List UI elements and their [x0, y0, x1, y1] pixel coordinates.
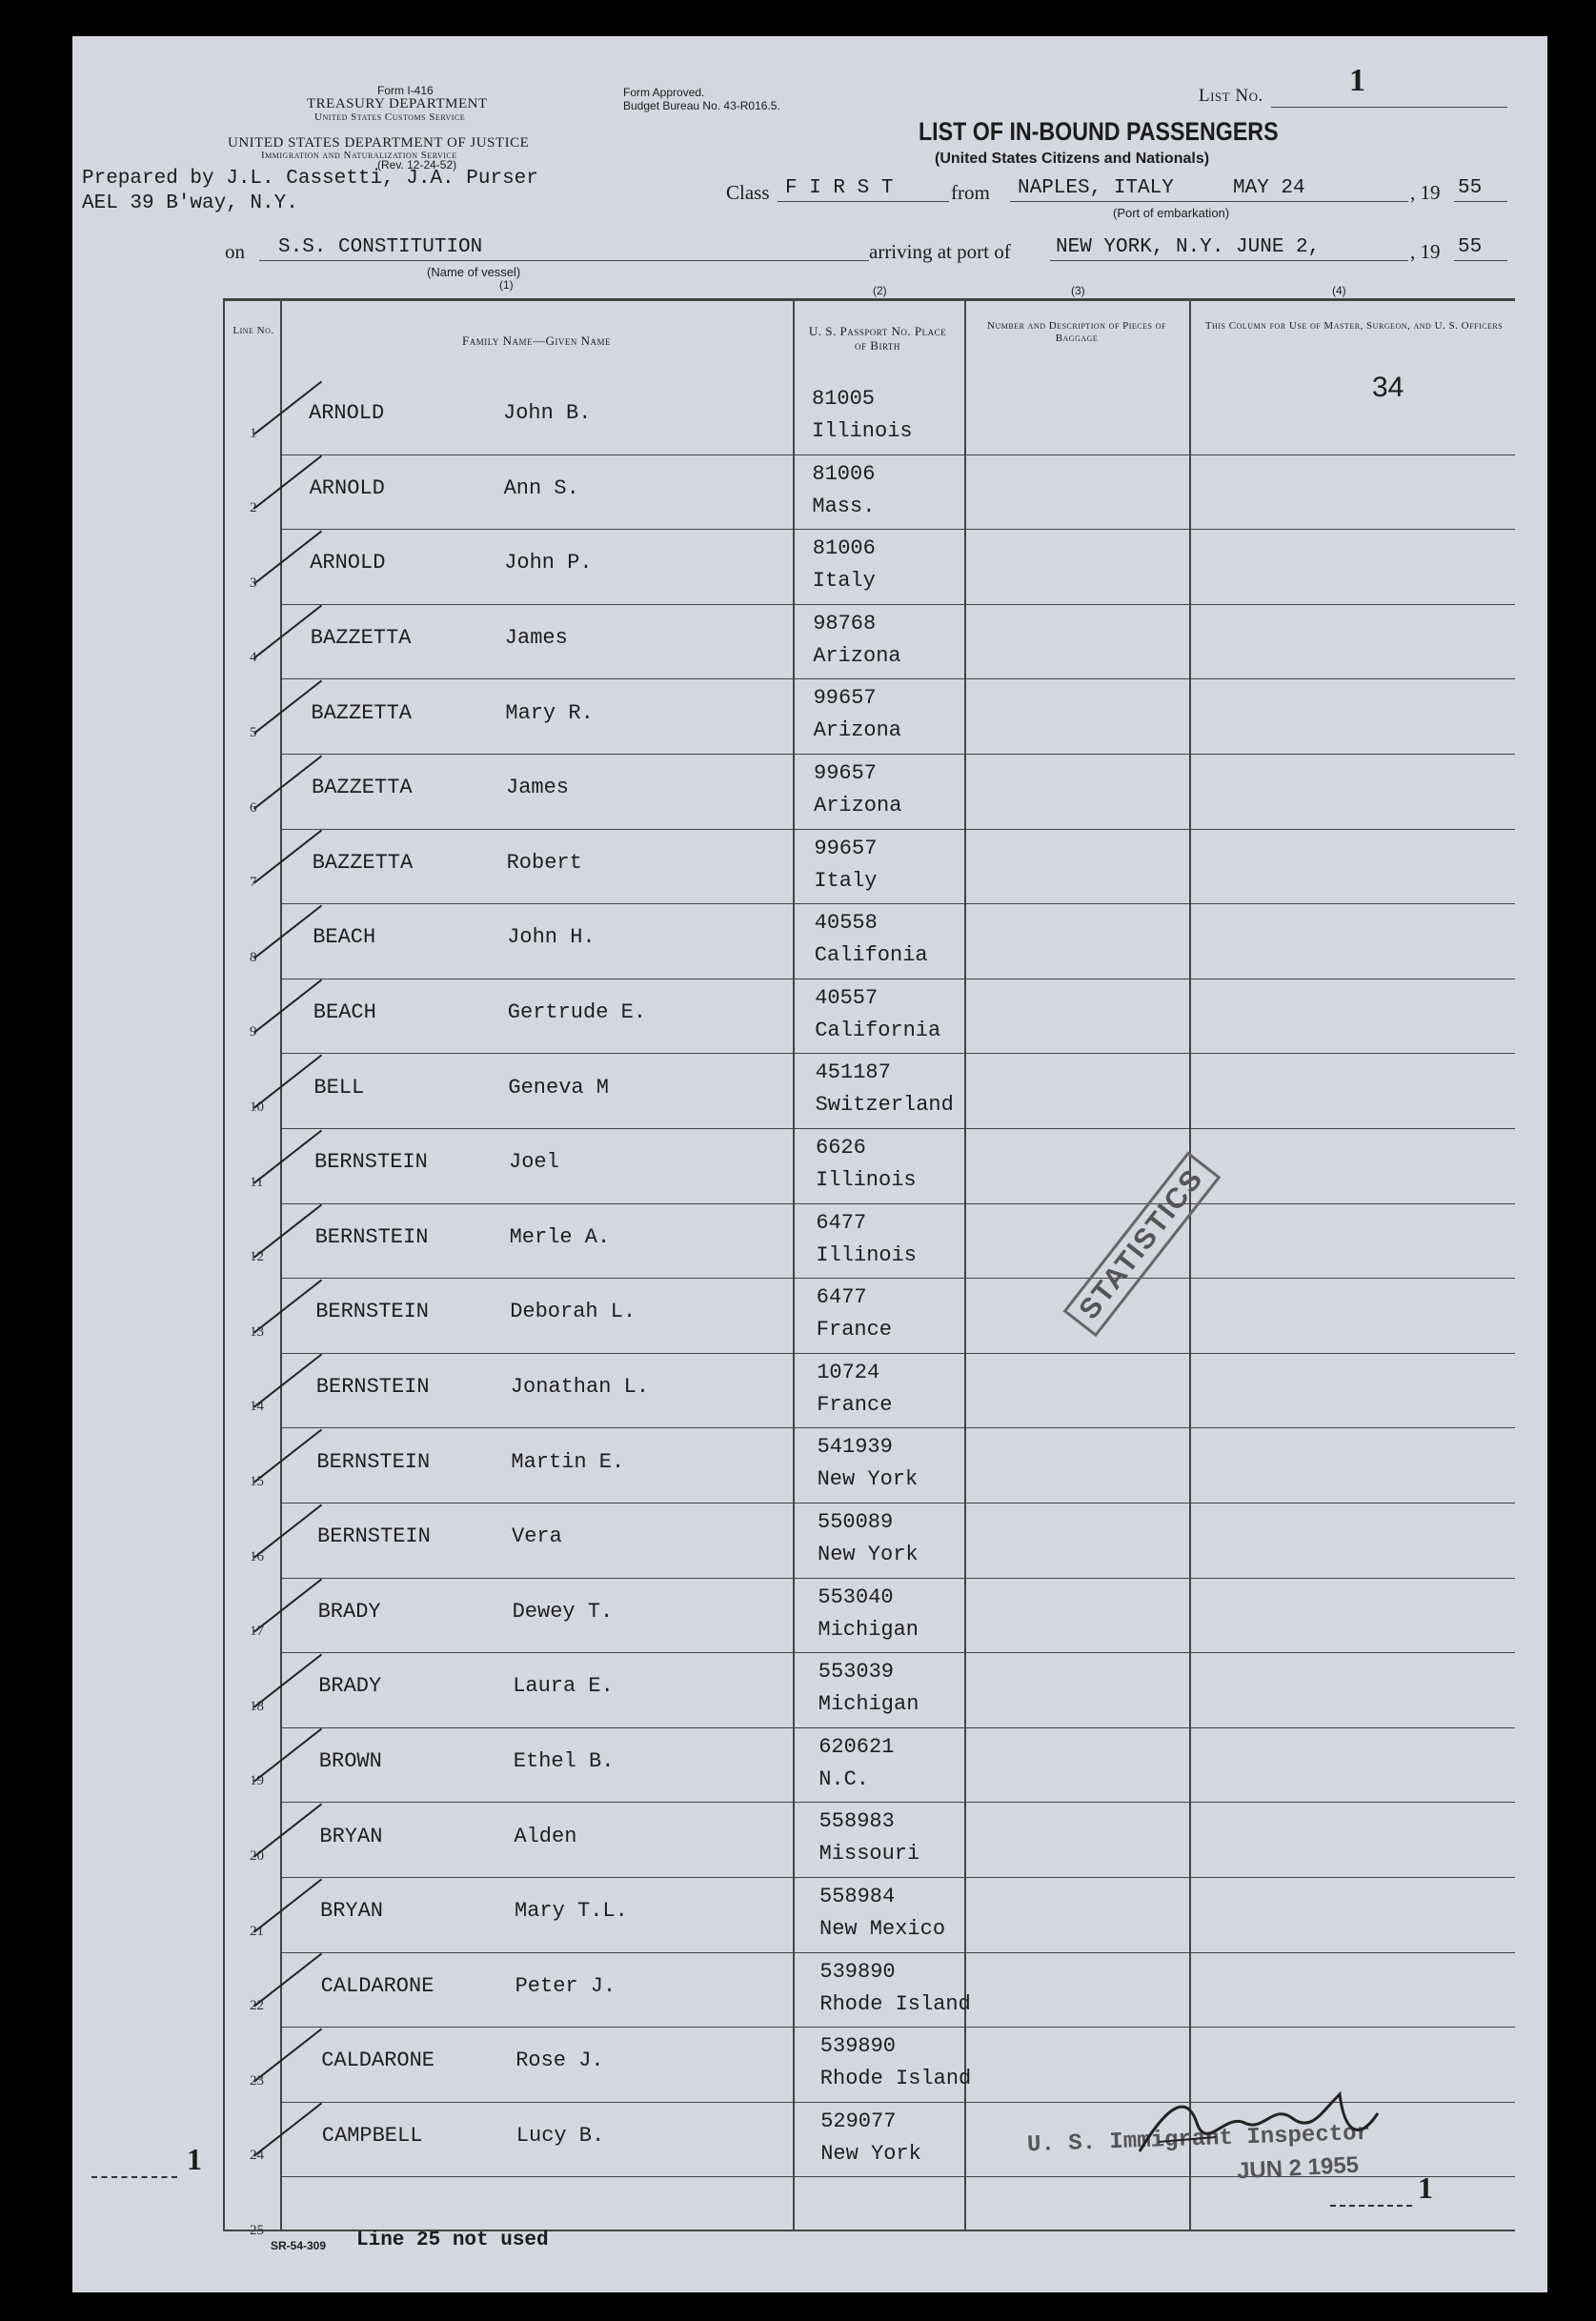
place-of-birth: New Mexico: [819, 1917, 946, 1941]
check-mark: [253, 979, 322, 1034]
class-value: F I R S T: [785, 177, 894, 199]
col-header-baggage: Number and Description of Pieces of Baggage: [987, 320, 1166, 344]
place-of-birth: New York: [820, 2141, 921, 2166]
given-name: Robert: [506, 850, 582, 875]
table-row: [72, 1877, 1547, 1952]
family-name: BRYAN: [320, 1899, 384, 1924]
check-mark: [253, 1728, 322, 1783]
inspector-signature: [1130, 2075, 1416, 2180]
row-line-number: 21: [250, 1923, 264, 1939]
given-name: Martin E.: [511, 1449, 625, 1474]
on-label: on: [225, 240, 245, 263]
place-of-birth: Rhode Island: [819, 1991, 971, 2016]
ins-line: Immigration and Naturalization Service: [261, 150, 457, 161]
col-header-name: Family Name—Given Name: [462, 333, 611, 348]
family-name: BRADY: [318, 1674, 382, 1699]
family-name: BAZZETTA: [310, 626, 412, 651]
passport-number: 553040: [818, 1584, 894, 1609]
officers-note: 34: [1372, 372, 1404, 403]
row-line-number: 5: [250, 724, 257, 740]
form-code: SR-54-309: [271, 2239, 327, 2252]
form-number: Form I-416: [377, 84, 434, 97]
passport-number: 99657: [814, 836, 878, 860]
family-name: CALDARONE: [320, 1973, 434, 1998]
inspector-stamp-date: JUN 2 1955: [1236, 2151, 1360, 2185]
family-name: BEACH: [313, 1000, 376, 1025]
page-title: LIST OF IN-BOUND PASSENGERS: [919, 117, 1279, 146]
passport-number: 451187: [815, 1060, 891, 1085]
given-name: Deborah L.: [510, 1300, 636, 1324]
given-name: Vera: [512, 1524, 562, 1549]
passport-number: 98768: [813, 611, 877, 636]
passport-number: 6477: [816, 1210, 867, 1235]
from-port: NAPLES, ITALY: [1018, 177, 1174, 199]
row-line-number: 7: [250, 875, 257, 891]
check-mark: [253, 1129, 322, 1183]
check-mark: [253, 1878, 322, 1932]
check-mark: [253, 1579, 322, 1633]
table-row: [72, 903, 1547, 979]
place-of-birth: France: [817, 1392, 893, 1417]
passport-number: 99657: [814, 761, 878, 785]
passport-number: 40558: [814, 911, 878, 936]
table-row: [72, 1952, 1547, 2028]
place-of-birth: Italy: [814, 868, 878, 893]
family-name: BERNSTEIN: [315, 1300, 430, 1324]
family-name: BAZZETTA: [311, 700, 413, 725]
row-line-number: 6: [250, 799, 257, 816]
prepared-by-address: AEL 39 B'way, N.Y.: [82, 192, 298, 214]
table-row: [72, 1802, 1547, 1877]
table-row: [72, 1128, 1547, 1203]
family-name: CALDARONE: [321, 2049, 435, 2073]
col-header-line-no: Line No.: [232, 325, 274, 336]
passenger-manifest-sheet: [72, 36, 1547, 2292]
place-of-birth: Missouri: [818, 1842, 920, 1867]
family-name: ARNOLD: [309, 475, 385, 500]
row-line-number: 14: [250, 1399, 264, 1415]
table-row: [72, 678, 1547, 754]
family-name: BAZZETTA: [312, 850, 414, 875]
given-name: John B.: [503, 401, 592, 426]
footer-right-number: 1: [1418, 2170, 1433, 2205]
revision-code: (Rev. 12-24-52): [377, 158, 457, 172]
class-label: Class: [726, 181, 770, 204]
table-row: [72, 1503, 1547, 1578]
table-row: [72, 829, 1547, 904]
column-number: (1): [499, 278, 514, 292]
passport-number: 6477: [816, 1285, 867, 1310]
family-name: BEACH: [313, 925, 376, 950]
passport-number: 539890: [819, 1959, 896, 1984]
row-line-number: 10: [250, 1099, 264, 1115]
passport-number: 99657: [813, 686, 877, 711]
table-row: [72, 979, 1547, 1054]
vessel-caption: (Name of vessel): [427, 265, 521, 279]
customs-line: United States Customs Service: [314, 111, 466, 123]
place-of-birth: Illinois: [816, 1168, 917, 1192]
arrival-year-prefix: , 19: [1410, 240, 1441, 263]
place-of-birth: Mass.: [812, 494, 876, 518]
family-name: BROWN: [318, 1749, 382, 1774]
family-name: BERNSTEIN: [314, 1224, 429, 1249]
family-name: BAZZETTA: [312, 776, 413, 800]
family-name: BRYAN: [319, 1824, 383, 1848]
page-subtitle: (United States Citizens and Nationals): [935, 151, 1210, 167]
footer-left-number: 1: [187, 2142, 202, 2176]
check-mark: [253, 1804, 322, 1858]
table-row: [72, 1727, 1547, 1803]
given-name: Ethel B.: [513, 1749, 615, 1774]
row-line-number: 24: [250, 2148, 264, 2164]
passport-number: 620621: [818, 1734, 895, 1759]
place-of-birth: Italy: [812, 569, 876, 594]
from-year: 55: [1458, 177, 1483, 199]
col-header-passport: U. S. Passport No. Place of Birth: [808, 324, 947, 353]
passport-number: 81006: [812, 461, 876, 486]
table-row: [72, 754, 1547, 829]
table-row: [72, 1652, 1547, 1727]
given-name: Mary T.L.: [515, 1899, 628, 1924]
row-line-number: 12: [250, 1249, 264, 1265]
row-line-number: 18: [250, 1698, 264, 1714]
family-name: ARNOLD: [310, 551, 386, 575]
given-name: Jonathan L.: [510, 1375, 650, 1400]
inspector-stamp: U. S. Immigrant Inspector: [1026, 2120, 1371, 2159]
table-row: [72, 379, 1547, 454]
passport-number: 550089: [818, 1510, 894, 1534]
row-line-number: 20: [250, 1847, 264, 1864]
row-line-number: 13: [250, 1323, 264, 1340]
table-row: [72, 604, 1547, 679]
statistics-stamp: STATISTICS: [1063, 1152, 1222, 1338]
passport-number: 541939: [817, 1435, 893, 1460]
check-mark: [253, 1055, 322, 1109]
family-name: BELL: [313, 1075, 365, 1100]
arrival-year: 55: [1458, 236, 1483, 258]
given-name: Merle A.: [509, 1224, 611, 1249]
place-of-birth: Illinois: [812, 419, 913, 443]
row-line-number: 3: [250, 575, 257, 591]
place-of-birth: Rhode Island: [819, 2067, 972, 2091]
row-line-number: 25: [250, 2222, 264, 2238]
prepared-by: Prepared by J.L. Cassetti, J.A. Purser: [82, 168, 538, 190]
row-line-number: 8: [250, 949, 257, 965]
table-row: [72, 1427, 1547, 1503]
table-row: [72, 1203, 1547, 1279]
check-mark: [253, 1504, 322, 1558]
column-number: (3): [1071, 284, 1085, 297]
family-name: BERNSTEIN: [317, 1524, 431, 1549]
place-of-birth: N.C.: [818, 1766, 869, 1791]
list-no-value: 1: [1349, 63, 1365, 98]
place-of-birth: Illinois: [816, 1242, 918, 1267]
row-line-number: 22: [250, 1998, 264, 2014]
row-line-number: 2: [250, 500, 257, 516]
place-of-birth: New York: [817, 1467, 919, 1492]
check-mark: [253, 1354, 322, 1408]
given-name: Rose J.: [515, 2049, 604, 2073]
table-row: [72, 454, 1547, 530]
passport-number: 6626: [816, 1136, 866, 1160]
check-mark: [253, 1204, 322, 1259]
from-label: from: [951, 181, 990, 204]
passport-number: 553039: [818, 1660, 895, 1685]
family-name: BERNSTEIN: [315, 1375, 430, 1400]
check-mark: [253, 2103, 322, 2157]
place-of-birth: France: [816, 1318, 893, 1342]
given-name: Joel: [509, 1150, 559, 1175]
row-line-number: 4: [250, 650, 257, 666]
place-of-birth: Michigan: [818, 1617, 919, 1642]
place-of-birth: Arizona: [813, 718, 902, 743]
form-approved: Form Approved.: [623, 86, 705, 99]
passport-number: 558984: [819, 1885, 896, 1908]
passport-number: 40557: [815, 985, 879, 1010]
check-mark: [253, 2028, 322, 2082]
row-line-number: 16: [250, 1548, 264, 1564]
passport-number: 81005: [812, 387, 876, 411]
row-line-number: 23: [250, 2072, 264, 2089]
table-row: [72, 529, 1547, 604]
row-line-number: 17: [250, 1624, 264, 1640]
given-name: John H.: [507, 925, 596, 950]
family-name: ARNOLD: [309, 401, 385, 426]
given-name: Laura E.: [513, 1674, 614, 1699]
passport-number: 81006: [812, 536, 876, 561]
check-mark: [253, 1653, 322, 1707]
budget-bureau: Budget Bureau No. 43-R016.5.: [623, 99, 780, 112]
family-name: BERNSTEIN: [316, 1449, 431, 1474]
given-name: James: [506, 776, 570, 800]
from-year-prefix: , 19: [1410, 181, 1441, 204]
passport-number: 10724: [817, 1360, 880, 1384]
place-of-birth: Arizona: [813, 643, 901, 668]
arriving-label: arriving at port of: [869, 240, 1011, 263]
from-date: MAY 24: [1233, 177, 1305, 199]
place-of-birth: Michigan: [818, 1692, 919, 1717]
given-name: Mary R.: [505, 700, 594, 725]
passport-number: 539890: [819, 2034, 897, 2059]
arrival-port: NEW YORK, N.Y. JUNE 2,: [1056, 236, 1321, 258]
given-name: Lucy B.: [515, 2124, 605, 2149]
treasury-line: TREASURY DEPARTMENT: [307, 96, 488, 111]
row-line-number: 19: [250, 1773, 264, 1789]
given-name: Geneva M: [508, 1075, 610, 1100]
row-line-number: 1: [250, 425, 257, 441]
column-number: (4): [1332, 284, 1346, 297]
vessel-name: S.S. CONSTITUTION: [278, 236, 483, 258]
given-name: Gertrude E.: [507, 1000, 647, 1025]
family-name: BRADY: [317, 1599, 381, 1624]
place-of-birth: New York: [818, 1543, 919, 1566]
passport-number: 558983: [818, 1809, 895, 1834]
table-row: [72, 1278, 1547, 1353]
place-of-birth: California: [815, 1018, 941, 1042]
row-line-number: 11: [250, 1174, 264, 1190]
place-of-birth: Switzerland: [815, 1093, 954, 1118]
given-name: John P.: [504, 551, 593, 575]
family-name: CAMPBELL: [321, 2124, 423, 2149]
passport-number: 529077: [820, 2109, 897, 2133]
given-name: Alden: [514, 1824, 577, 1848]
line-25-note: Line 25 not used: [356, 2230, 549, 2251]
column-number: (2): [873, 284, 887, 297]
given-name: Peter J.: [515, 1973, 616, 1998]
list-no-label: List No.: [1199, 86, 1263, 106]
table-row: [72, 1053, 1547, 1128]
place-of-birth: Califonia: [814, 943, 928, 968]
check-mark: [253, 1429, 322, 1483]
port-embarkation-caption: (Port of embarkation): [1113, 206, 1230, 220]
given-name: Ann S.: [503, 475, 579, 500]
check-mark: [253, 1953, 322, 2008]
table-row: [72, 1353, 1547, 1428]
table-row: [72, 1578, 1547, 1653]
given-name: James: [504, 626, 568, 651]
place-of-birth: Arizona: [814, 794, 902, 817]
row-line-number: 15: [250, 1473, 264, 1489]
given-name: Dewey T.: [512, 1599, 614, 1624]
col-header-officers: This Column for Use of Master, Surgeon, and U. S. Officers: [1204, 320, 1504, 332]
check-mark: [253, 1279, 322, 1333]
justice-line: UNITED STATES DEPARTMENT OF JUSTICE: [228, 135, 530, 151]
family-name: BERNSTEIN: [314, 1150, 428, 1175]
row-line-number: 9: [250, 1024, 257, 1040]
